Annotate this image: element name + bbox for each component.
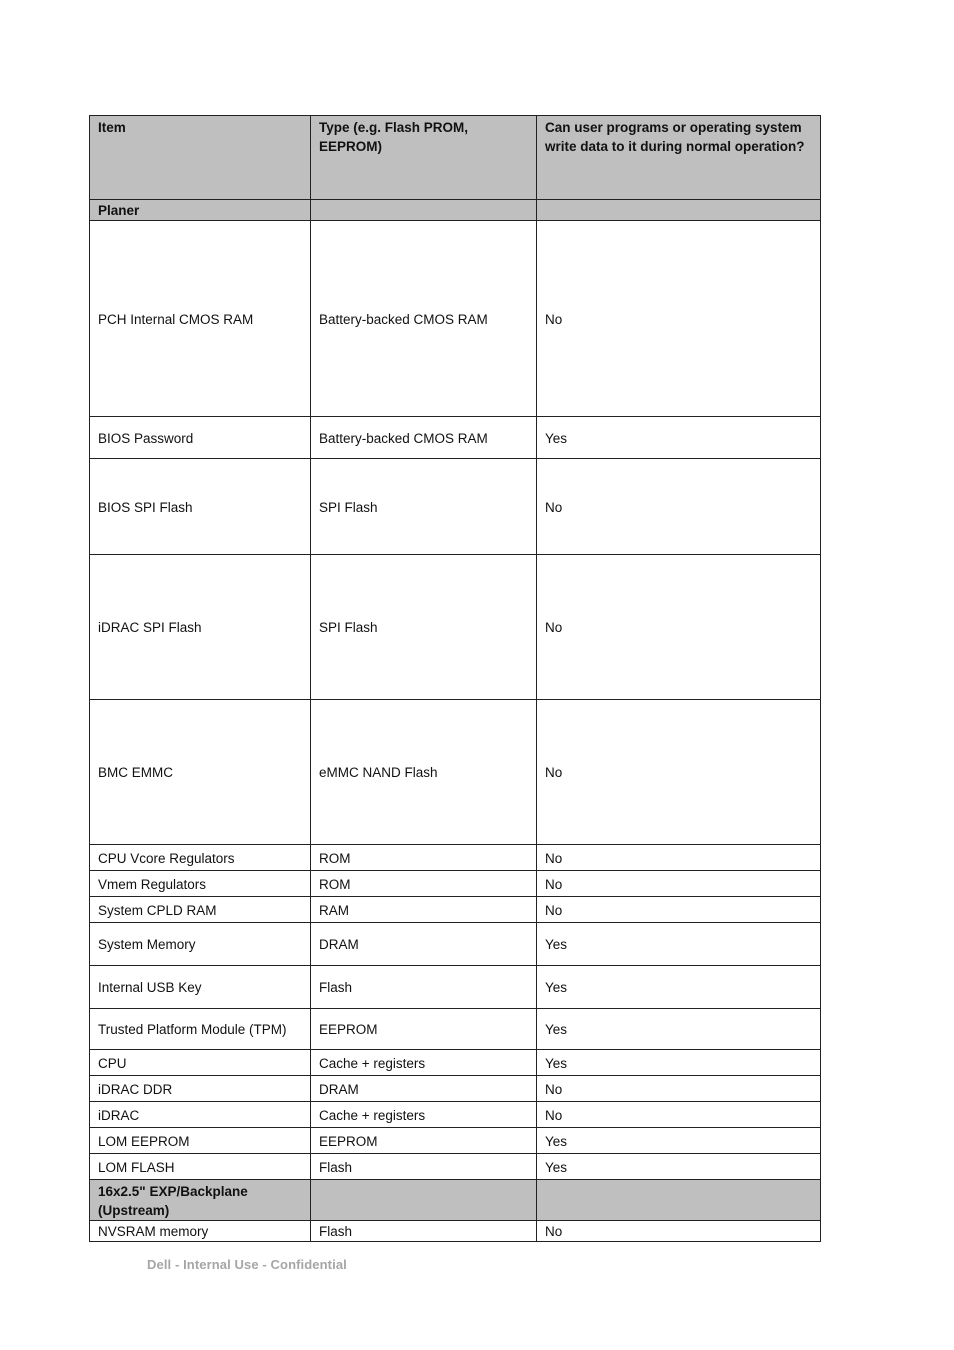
cell-writable: No: [537, 1076, 821, 1102]
cell-writable: Yes: [537, 923, 821, 966]
cell-writable: Yes: [537, 417, 821, 459]
cell-type: SPI Flash: [311, 555, 537, 700]
cell-type: Flash: [311, 1154, 537, 1180]
cell-writable: Yes: [537, 1128, 821, 1154]
cell-type: EEPROM: [311, 1009, 537, 1050]
cell-type: RAM: [311, 897, 537, 923]
cell-writable: Yes: [537, 1009, 821, 1050]
table-row: [90, 897, 821, 923]
table-row: [90, 1221, 821, 1242]
table-row: [90, 1102, 821, 1128]
section-row-backplane: [90, 1180, 821, 1221]
table-row: [90, 555, 821, 700]
cell-writable: No: [537, 459, 821, 555]
cell-type: eMMC NAND Flash: [311, 700, 537, 845]
cell-writable: No: [537, 897, 821, 923]
cell-writable: Yes: [537, 1154, 821, 1180]
cell-type: Cache + registers: [311, 1102, 537, 1128]
cell-type: Battery-backed CMOS RAM: [311, 221, 537, 417]
cell-writable: No: [537, 555, 821, 700]
cell-item: System Memory: [90, 923, 311, 966]
table-row: [90, 923, 821, 966]
memory-component-table: [89, 115, 821, 1242]
cell-type: Flash: [311, 1221, 537, 1242]
table-row: [90, 845, 821, 871]
cell-item: CPU: [90, 1050, 311, 1076]
cell-writable: No: [537, 871, 821, 897]
cell-type: Flash: [311, 966, 537, 1009]
header-item: Item: [90, 116, 311, 200]
cell-item: CPU Vcore Regulators: [90, 845, 311, 871]
section-title: 16x2.5" EXP/Backplane (Upstream): [90, 1180, 311, 1221]
header-writable: Can user programs or operating system write data to it during normal operation?: [537, 116, 821, 200]
cell-type: Battery-backed CMOS RAM: [311, 417, 537, 459]
cell-item: BIOS Password: [90, 417, 311, 459]
cell-item: Internal USB Key: [90, 966, 311, 1009]
cell-item: BIOS SPI Flash: [90, 459, 311, 555]
table-row: [90, 1128, 821, 1154]
cell-writable: No: [537, 845, 821, 871]
cell-item: Vmem Regulators: [90, 871, 311, 897]
table-row: [90, 700, 821, 845]
cell-type: DRAM: [311, 1076, 537, 1102]
table-row: [90, 1009, 821, 1050]
cell-item: System CPLD RAM: [90, 897, 311, 923]
table-row: [90, 459, 821, 555]
cell-writable: Yes: [537, 966, 821, 1009]
section-row-planer: [90, 200, 821, 221]
header-type: Type (e.g. Flash PROM, EEPROM): [311, 116, 537, 200]
cell-item: NVSRAM memory: [90, 1221, 311, 1242]
cell-writable: No: [537, 700, 821, 845]
cell-type: EEPROM: [311, 1128, 537, 1154]
cell-item: iDRAC SPI Flash: [90, 555, 311, 700]
cell-type: SPI Flash: [311, 459, 537, 555]
cell-type: DRAM: [311, 923, 537, 966]
cell-item: iDRAC DDR: [90, 1076, 311, 1102]
cell-item: Trusted Platform Module (TPM): [90, 1009, 311, 1050]
section-title: Planer: [90, 200, 311, 221]
table-row: [90, 1076, 821, 1102]
cell-writable: No: [537, 1102, 821, 1128]
cell-item: LOM FLASH: [90, 1154, 311, 1180]
table-row: [90, 221, 821, 417]
cell-item: LOM EEPROM: [90, 1128, 311, 1154]
cell-writable: Yes: [537, 1050, 821, 1076]
table-row: [90, 417, 821, 459]
table-row: [90, 871, 821, 897]
confidentiality-footer: Dell - Internal Use - Confidential: [147, 1257, 347, 1272]
table-row: [90, 966, 821, 1009]
cell-writable: No: [537, 1221, 821, 1242]
cell-item: BMC EMMC: [90, 700, 311, 845]
table-row: [90, 1050, 821, 1076]
cell-type: ROM: [311, 845, 537, 871]
cell-type: ROM: [311, 871, 537, 897]
cell-type: Cache + registers: [311, 1050, 537, 1076]
cell-writable: No: [537, 221, 821, 417]
cell-item: PCH Internal CMOS RAM: [90, 221, 311, 417]
cell-item: iDRAC: [90, 1102, 311, 1128]
table-row: [90, 1154, 821, 1180]
table-header-row: [90, 116, 821, 200]
